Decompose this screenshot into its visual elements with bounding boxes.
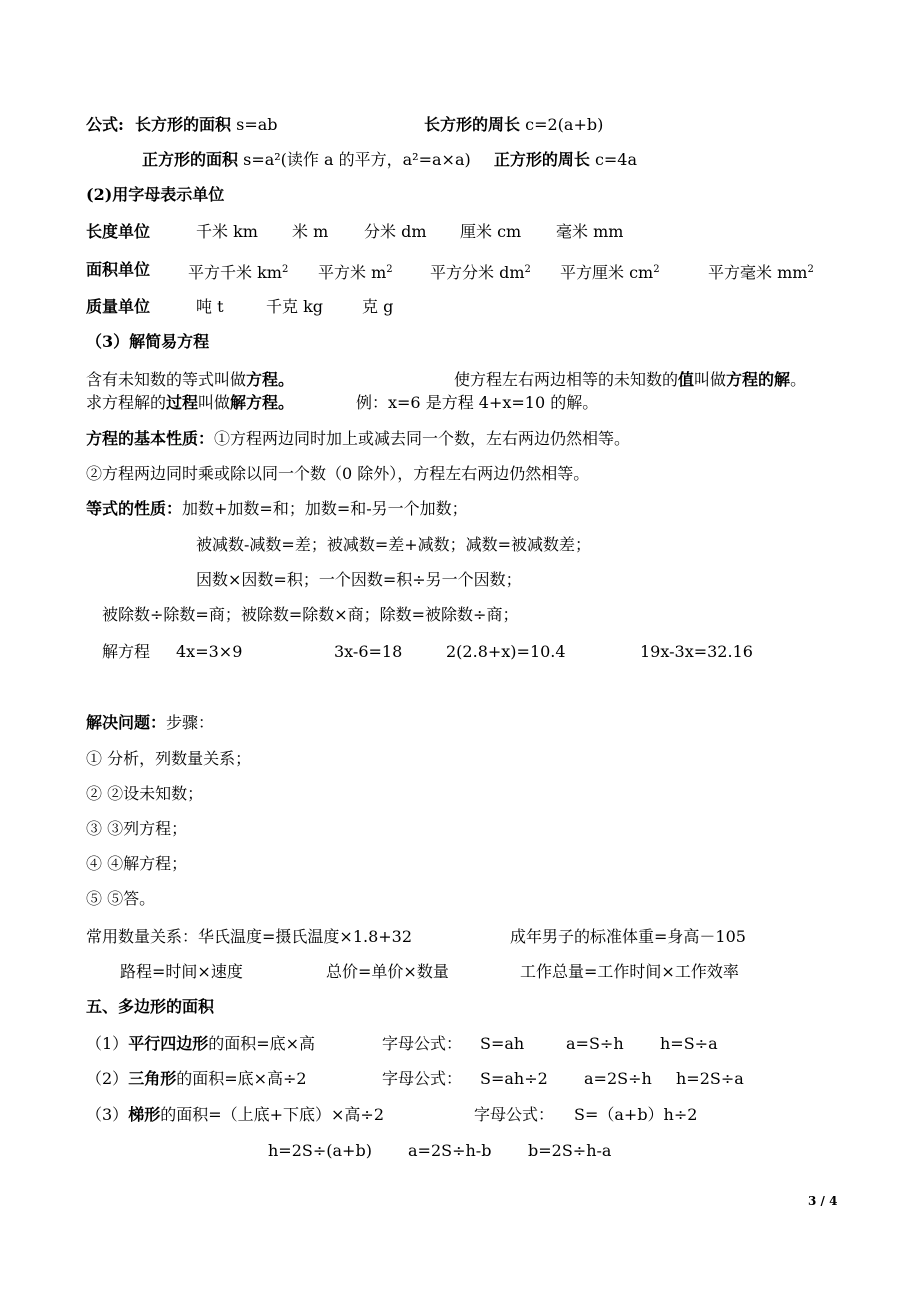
area-unit-km2-sup: 2: [281, 264, 289, 275]
triangle-area: [86, 1068, 307, 1090]
common-relation-weight: 成年男子的标准体重=身高－105: [510, 927, 746, 946]
parallelogram-rule: 的面积=底×高: [208, 1034, 316, 1053]
solving-definition: [86, 392, 294, 414]
length-units-label: 长度单位: [86, 222, 151, 241]
step-item-3: ③ ③列方程；: [86, 819, 188, 838]
area-unit-dm2-text: 平方分米 dm: [430, 263, 525, 282]
area-units-label: 面积单位: [86, 260, 151, 279]
solution-def-term: 方程的解: [726, 370, 791, 389]
length-unit-dm: 分米 dm: [364, 222, 427, 241]
common-relation-temperature: 华氏温度=摄氏温度×1.8+32: [198, 927, 413, 946]
common-relation-line-1: [86, 926, 412, 948]
mass-units-label: 质量单位: [86, 297, 151, 316]
step-item-1: ① 分析，列数量关系；: [86, 749, 252, 768]
common-relation-price: 总价=单价×数量: [326, 962, 449, 981]
trapezoid-area: [86, 1104, 384, 1126]
square-area-formula: s=a²(读作 a 的平方，a²=a×a): [243, 150, 471, 169]
equality-property-1: [86, 498, 468, 520]
problem-solving-heading: [86, 712, 214, 734]
square-perimeter-formula: c=4a: [594, 150, 638, 169]
area-unit-dm2-sup: 2: [524, 264, 531, 275]
trapezoid-rule: 的面积=（上底+下底）×高÷2: [160, 1105, 385, 1124]
solving-def-term: 解方程。: [230, 393, 295, 412]
rect-perimeter-label: 长方形的周长: [424, 115, 521, 134]
mass-unit-g: 克 g: [362, 297, 394, 316]
solution-def-text: 使方程左右两边相等的未知数的: [454, 370, 679, 389]
solve-item-2: 3x-6=18: [334, 642, 403, 661]
triangle-formula-2: a=2S÷h: [584, 1069, 652, 1088]
area-unit-dm2: [430, 259, 531, 284]
mass-unit-kg: 千克 kg: [266, 297, 324, 316]
triangle-number: （2）: [86, 1069, 129, 1088]
formula-line-square: [142, 149, 637, 171]
solving-def-process: 过程: [166, 393, 199, 412]
mass-unit-t: 吨 t: [196, 297, 224, 316]
step-item-2: ② ②设未知数；: [86, 784, 204, 803]
triangle-formula-3: h=2S÷a: [676, 1069, 744, 1088]
solve-item-4: 19x-3x=32.16: [640, 642, 753, 661]
rect-perimeter-formula: c=2(a+b): [525, 115, 604, 134]
area-unit-cm2-sup: 2: [653, 264, 660, 275]
equality-property-label: 等式的性质：: [86, 499, 183, 518]
problem-steps-label: 步骤：: [166, 713, 215, 732]
formula-line-rect: [86, 114, 278, 136]
square-area-label: 正方形的面积: [142, 150, 239, 169]
trapezoid-formula-1: S=（a+b）h÷2: [574, 1105, 698, 1124]
common-relations-label: 常用数量关系：: [86, 927, 199, 946]
solve-item-1: 4x=3×9: [176, 642, 243, 661]
area-unit-mm2-text: 平方毫米 mm: [708, 263, 808, 282]
common-relation-distance: 路程=时间×速度: [120, 962, 243, 981]
equality-property-2: 被减数-减数=差；被减数=差+减数；减数=被减数差；: [196, 535, 592, 554]
parallelogram-number: （1）: [86, 1034, 129, 1053]
problem-solving-label: 解决问题：: [86, 713, 167, 732]
trapezoid-formula-3: a=2S÷h-b: [408, 1141, 492, 1160]
triangle-formula-1: S=ah÷2: [480, 1069, 548, 1088]
common-relation-work: 工作总量=工作时间×工作效率: [520, 962, 739, 981]
parallelogram-area: [86, 1033, 315, 1055]
equation-example: 例：x=6 是方程 4+x=10 的解。: [356, 393, 599, 412]
rect-area-label: 长方形的面积: [135, 115, 232, 134]
parallelogram-formula-1: S=ah: [480, 1034, 525, 1053]
parallelogram-formula-label: 字母公式：: [382, 1034, 463, 1053]
area-unit-mm2: [708, 259, 814, 284]
trapezoid-formula-4: b=2S÷h-a: [528, 1141, 612, 1160]
trapezoid-number: （3）: [86, 1105, 129, 1124]
solve-item-3: 2(2.8+x)=10.4: [446, 642, 566, 661]
basic-property-1-text: ①方程两边同时加上或减去同一个数，左右两边仍然相等。: [214, 429, 631, 448]
area-unit-mm2-sup: 2: [807, 264, 814, 275]
triangle-formula-label: 字母公式：: [382, 1069, 463, 1088]
area-unit-km2-text: 平方千米 km: [188, 263, 282, 282]
trapezoid-formula-2: h=2S÷(a+b): [268, 1141, 372, 1160]
length-unit-mm: 毫米 mm: [556, 222, 624, 241]
parallelogram-formula-2: a=S÷h: [566, 1034, 624, 1053]
polygon-area-heading: 五、多边形的面积: [86, 997, 215, 1016]
equation-def-text: 含有未知数的等式叫做: [86, 370, 247, 389]
square-perimeter-label: 正方形的周长: [493, 150, 590, 169]
units-heading: (2)用字母表示单位: [86, 185, 225, 204]
equality-property-4: 被除数÷除数=商；被除数=除数×商；除数=被除数÷商；: [102, 605, 519, 624]
equation-definition: [86, 369, 294, 391]
step-item-5: ⑤ ⑤答。: [86, 889, 156, 908]
step-item-4: ④ ④解方程；: [86, 854, 188, 873]
triangle-name: 三角形: [128, 1069, 177, 1088]
solving-def-called: 叫做: [198, 393, 231, 412]
equality-property-3: 因数×因数=积；一个因数=积÷另一个因数；: [196, 570, 522, 589]
equations-heading: （3）解简易方程: [86, 332, 210, 351]
parallelogram-name: 平行四边形: [128, 1034, 209, 1053]
basic-property-label: 方程的基本性质：: [86, 429, 215, 448]
solution-def-called: 叫做: [694, 370, 727, 389]
area-unit-cm2: [560, 259, 660, 284]
equality-property-1-text: 加数+加数=和；加数=和-另一个加数；: [182, 499, 468, 518]
trapezoid-name: 梯形: [128, 1105, 161, 1124]
area-unit-m2: [318, 259, 393, 284]
solution-definition: [454, 369, 806, 391]
equation-basic-property-1: [86, 428, 630, 450]
solution-def-value: 值: [678, 370, 695, 389]
solution-def-end: 。: [790, 370, 807, 389]
area-unit-m2-sup: 2: [386, 264, 393, 275]
equation-def-term: 方程。: [246, 370, 295, 389]
solving-def-text: 求方程解的: [86, 393, 167, 412]
length-unit-m: 米 m: [292, 222, 329, 241]
length-unit-km: 千米 km: [196, 222, 258, 241]
triangle-rule: 的面积=底×高÷2: [176, 1069, 307, 1088]
page-number: 3 / 4: [808, 1194, 838, 1208]
rect-area-formula: s=ab: [236, 115, 278, 134]
area-unit-km2: [188, 259, 288, 284]
area-unit-m2-text: 平方米 m: [318, 263, 387, 282]
area-unit-cm2-text: 平方厘米 cm: [560, 263, 654, 282]
formula-label: 公式:: [86, 115, 124, 134]
length-unit-cm: 厘米 cm: [460, 222, 522, 241]
parallelogram-formula-3: h=S÷a: [660, 1034, 718, 1053]
trapezoid-formula-label: 字母公式：: [474, 1105, 555, 1124]
solve-equations-label: 解方程: [102, 642, 151, 661]
formula-rect-perimeter: [424, 114, 603, 136]
equation-basic-property-2: ②方程两边同时乘或除以同一个数（0 除外），方程左右两边仍然相等。: [86, 464, 590, 483]
